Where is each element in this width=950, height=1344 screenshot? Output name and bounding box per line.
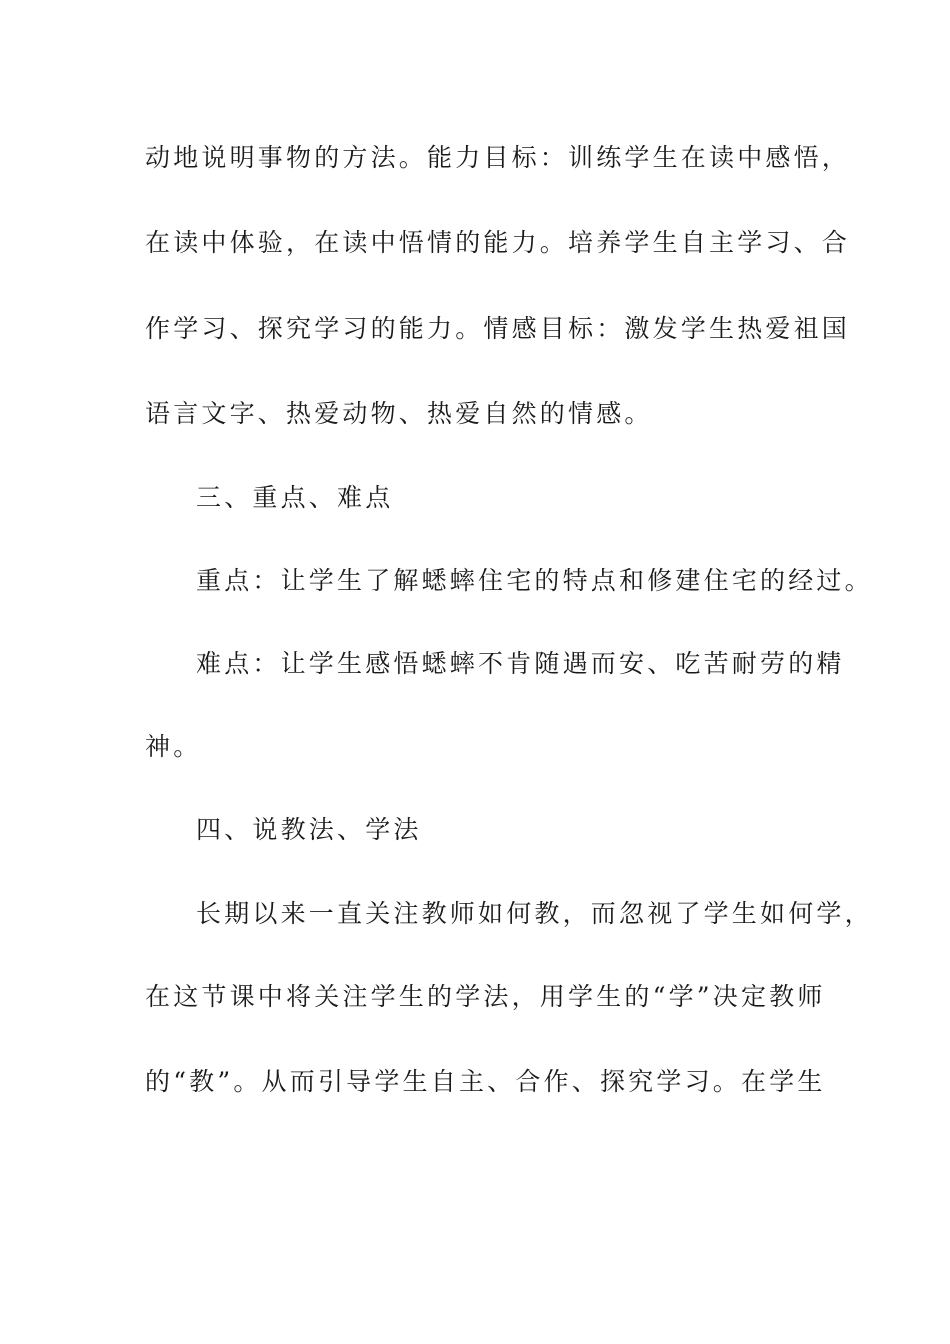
paragraph-line: 重点：让学生了解蟋蟀住宅的特点和修建住宅的经过。 bbox=[196, 566, 873, 595]
section-heading: 三、重点、难点 bbox=[196, 483, 394, 512]
paragraph-line: 动地说明事物的方法。能力目标：训练学生在读中感悟， bbox=[145, 143, 851, 172]
paragraph-line: 的“教”。从而引导学生自主、合作、探究学习。在学生 bbox=[145, 1067, 826, 1096]
paragraph-line: 长期以来一直关注教师如何教，而忽视了学生如何学， bbox=[196, 899, 873, 928]
paragraph-line: 在读中体验，在读中悟情的能力。培养学生自主学习、合 bbox=[145, 228, 851, 257]
paragraph-line: 难点：让学生感悟蟋蟀不肯随遇而安、吃苦耐劳的精 bbox=[196, 649, 845, 678]
paragraph-line: 作学习、探究学习的能力。情感目标：激发学生热爱祖国 bbox=[145, 314, 851, 343]
paragraph-line: 语言文字、热爱动物、热爱自然的情感。 bbox=[145, 399, 653, 428]
paragraph-line: 在这节课中将关注学生的学法，用学生的“学”决定教师 bbox=[145, 982, 826, 1011]
section-heading: 四、说教法、学法 bbox=[196, 815, 422, 844]
paragraph-line: 神。 bbox=[145, 732, 202, 761]
